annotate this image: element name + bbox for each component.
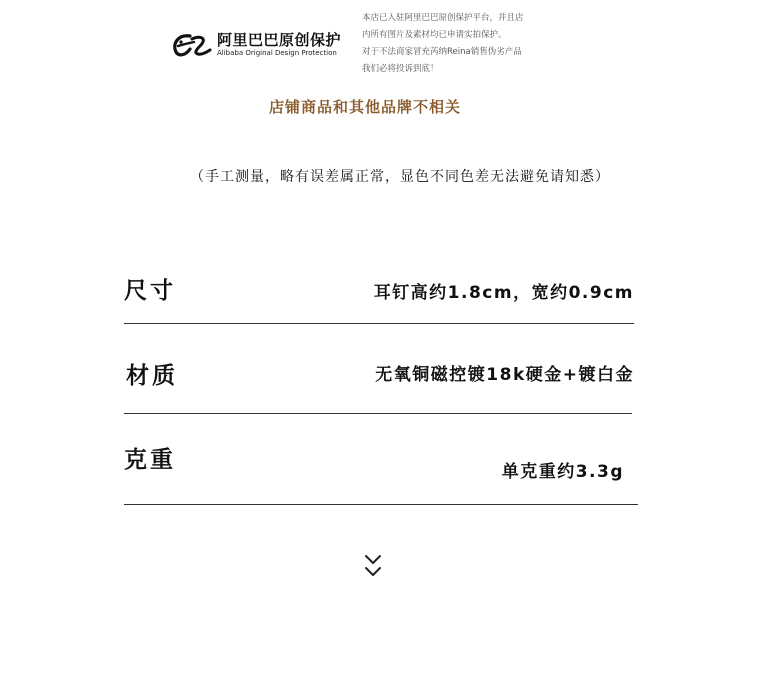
notice-line: 内所有图片及素材均已申请实拍保护。 bbox=[362, 30, 507, 40]
spec-label: 材质 bbox=[126, 363, 178, 389]
notice-line: 本店已入驻阿里巴巴原创保护平台，并且店 bbox=[362, 13, 524, 23]
alibaba-protection-logo bbox=[170, 26, 355, 66]
divider bbox=[124, 323, 634, 324]
spec-row-material bbox=[124, 357, 636, 415]
spec-row-size bbox=[124, 272, 636, 326]
spec-value: 无氧铜磁控镀18k硬金+镀白金 bbox=[375, 365, 634, 385]
divider bbox=[124, 504, 638, 505]
spec-label: 克重 bbox=[124, 447, 176, 473]
logo-english-text: Alibaba Original Design Protection bbox=[217, 49, 337, 57]
spec-value: 单克重约3.3g bbox=[501, 462, 624, 482]
divider bbox=[124, 413, 632, 414]
alibaba-logo-icon bbox=[170, 30, 214, 60]
spec-row-weight bbox=[124, 441, 636, 506]
measurement-disclaimer: （手工测量，略有误差属正常，显色不同色差无法避免请知悉） bbox=[190, 169, 610, 185]
double-chevron-down-icon bbox=[362, 553, 384, 581]
logo-chinese-text: 阿里巴巴原创保护 bbox=[217, 31, 342, 49]
protection-notice bbox=[362, 10, 524, 78]
spec-value: 耳钉高约1.8cm，宽约0.9cm bbox=[373, 283, 634, 303]
notice-line: 对于不法商家冒充芮纳Reina销售伪劣产品 bbox=[362, 47, 522, 57]
brand-disclaimer-heading: 店铺商品和其他品牌不相关 bbox=[268, 98, 461, 116]
spec-label: 尺寸 bbox=[124, 278, 176, 304]
notice-line: 我们必将投诉到底！ bbox=[362, 64, 439, 74]
